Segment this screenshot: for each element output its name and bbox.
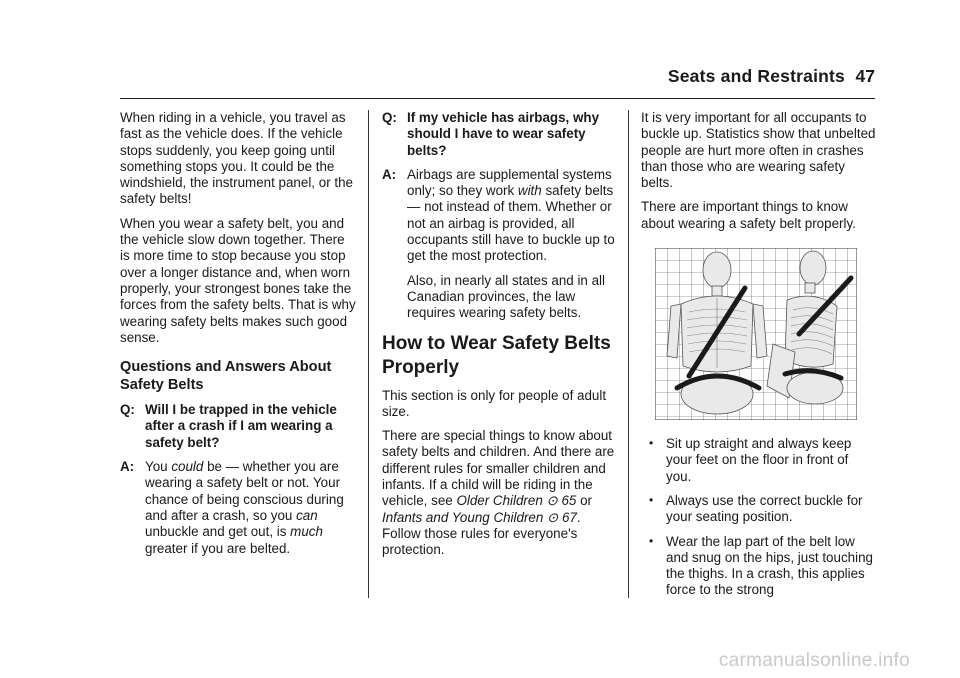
answer-2 xyxy=(382,167,618,322)
column-2 xyxy=(382,110,618,567)
link-text[interactable]: Older Children xyxy=(456,493,543,509)
adult-size-paragraph: This section is only for people of adult size. xyxy=(382,387,607,419)
question-text: Will I be trapped in the vehicle after a crash if I am wearing a safety belt? xyxy=(145,402,337,450)
page-ref-icon: ⊙ xyxy=(547,509,559,525)
paragraph-text: . Follow those rules for everyone's protection. xyxy=(382,509,581,558)
header-rule xyxy=(120,98,875,99)
column-divider xyxy=(628,110,629,598)
answer-text: be — whether you are wearing a safety belt or not. Your chance of being conscious during and after a crash, so you xyxy=(145,459,344,523)
older-children-link[interactable] xyxy=(456,493,576,508)
link-page[interactable]: 65 xyxy=(561,493,577,509)
section-title: Seats and Restraints xyxy=(667,66,845,86)
bullet-text: Sit up straight and always keep your feet on the floor in front of you. xyxy=(666,436,852,484)
column-divider xyxy=(368,110,369,598)
bullet-item xyxy=(641,436,877,485)
bullet-item xyxy=(641,493,877,526)
children-paragraph xyxy=(382,428,618,558)
answer-emphasis: could xyxy=(171,459,204,475)
importance-paragraph: It is very important for all occupants to buckle up. Statistics show that unbelted people are hurt more often in crashes than those who are wearing safety belts. xyxy=(641,110,876,191)
answer-emphasis: with xyxy=(517,183,542,199)
link-text[interactable]: Infants and Young Children xyxy=(382,509,544,525)
qa-heading: Questions and Answers About Safety Belts xyxy=(120,359,332,394)
bullet-icon: • xyxy=(649,492,654,507)
paragraph-text: or xyxy=(576,493,593,509)
question-1 xyxy=(120,402,356,451)
bullet-text: Wear the lap part of the belt low and snug on the hips, just touching the thighs. In a crash, this applies force to the strong xyxy=(666,533,873,598)
proper-wear-paragraph: There are important things to know about wearing a safety belt properly. xyxy=(641,199,856,231)
bullet-text: Always use the correct buckle for your seating position. xyxy=(666,492,863,525)
belt-benefit-paragraph: When you wear a safety belt, you and the vehicle slow down together. There is more time to stop because you stop over a longer distance and, when worn properly, your strongest bones take the forces from the safety belts. That is why wearing safety belts makes such good sense. xyxy=(120,215,356,345)
watermark: carmanualsonline.info xyxy=(718,650,910,671)
safety-belt-illustration xyxy=(655,248,857,420)
skeleton-belt-illustration xyxy=(655,248,857,420)
paragraph-text: There are special things to know about safety belts and children. And there are different rules for smaller children and infants. If a child will be riding in the vehicle, see xyxy=(382,428,615,509)
answer-1 xyxy=(120,459,356,557)
question-label: Q: xyxy=(382,110,397,125)
answer-emphasis: can xyxy=(296,507,318,523)
question-text: If my vehicle has airbags, why should I have to wear safety belts? xyxy=(407,110,600,158)
column-3 xyxy=(641,110,877,607)
question-label: Q: xyxy=(120,402,135,418)
page-header xyxy=(0,66,960,106)
answer-label: A: xyxy=(120,459,135,475)
answer-text: safety belts — not instead of them. Whether or not an airbag is provided, all occupants still have to buckle up to get the most protection. xyxy=(407,183,615,264)
column-1 xyxy=(120,110,356,565)
bullet-icon: • xyxy=(649,436,654,451)
page-number: 47 xyxy=(855,66,875,86)
bullet-icon: • xyxy=(649,533,654,548)
answer-text: unbuckle and get out, is xyxy=(145,524,291,540)
page-ref-icon: ⊙ xyxy=(546,493,558,509)
link-page[interactable]: 67 xyxy=(562,509,577,525)
answer-text: You xyxy=(145,459,172,475)
section-heading: How to Wear Safety Belts Properly xyxy=(382,332,611,378)
bullet-item xyxy=(641,534,877,599)
answer-text: Airbags are supplemental systems only; so they work xyxy=(407,166,612,199)
answer-followup: Also, in nearly all states and in all Canadian provinces, the law requires wearing safety belts. xyxy=(407,272,605,321)
infants-young-children-link[interactable] xyxy=(382,510,577,525)
question-2 xyxy=(382,110,618,159)
answer-label: A: xyxy=(382,166,397,182)
answer-emphasis: much xyxy=(290,524,323,540)
intro-paragraph: When riding in a vehicle, you travel as fast as the vehicle does. If the vehicle stops suddenly, you keep going until something stops you. It could be the windshield, the instrument panel, or the safety belts! xyxy=(120,110,353,207)
answer-text: greater if you are belted. xyxy=(145,540,291,556)
